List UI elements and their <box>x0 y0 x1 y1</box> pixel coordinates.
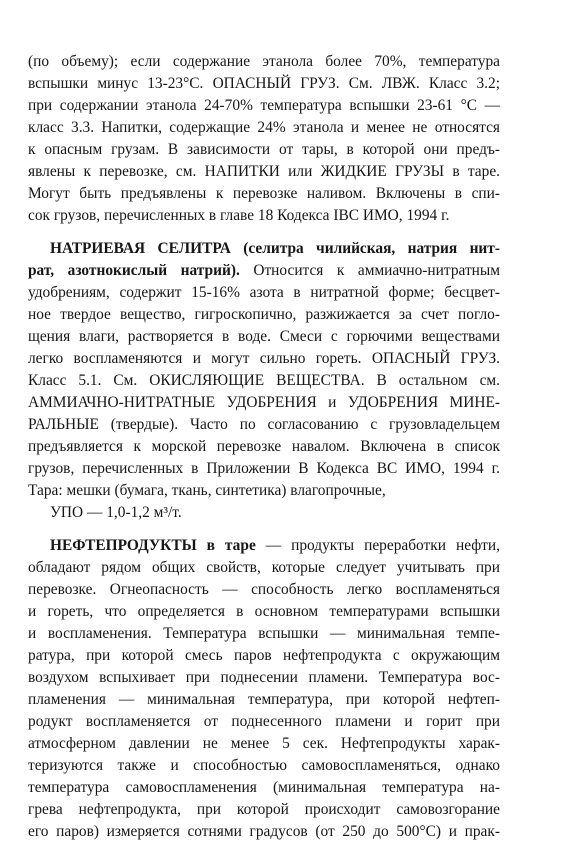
text-line: грева нефтепродукта, при которой происходит самовозгорание <box>28 801 500 818</box>
text-line: сок грузов, перечисленных в главе 18 Кодекса IBC ИМО, 1994 г. <box>28 207 450 224</box>
text-line: воздухом вспыхивает при поднесении пламени. Температура вос- <box>28 669 500 686</box>
text-line: Тара: мешки (бумага, ткань, синтетика) влагопрочные, <box>28 482 386 499</box>
text-line: ратура, при которой смесь паров нефтепродукта с окружающим <box>28 647 500 664</box>
text-line: при содержании этанола 24-70% температура вспышки 23-61 °С — <box>28 97 500 114</box>
text-line: НЕФТЕПРОДУКТЫ в таре — продукты переработки нефти, <box>50 537 500 554</box>
text-line: теризуются также и способностью самовоспламеняться, однако <box>28 757 500 774</box>
text-line: пламенения — минимальная температура, при которой нефтеп- <box>28 691 500 708</box>
text-line: к опасным грузам. В зависимости от тары, в которой они предъ- <box>28 141 500 158</box>
text-line: РАЛЬНЫЕ (твердые). Часто по согласованию с грузовладельцем <box>28 416 500 433</box>
text-line: обладают рядом общих свойств, которые следует учитывать при <box>28 559 500 576</box>
text-line: атмосферном давлении не менее 5 сек. Нефтепродукты харак- <box>28 735 500 752</box>
text-line: класс 3.3. Напитки, содержащие 24% этанола и менее не относятся <box>28 119 500 136</box>
text-line: температура самовоспламенения (минимальная температура на- <box>28 779 500 796</box>
text-line: легко воспламеняются и могут сильно гореть. ОПАСНЫЙ ГРУЗ. <box>28 350 500 367</box>
text-line: рат, азотнокислый натрий). Относится к аммиачно-нитратным <box>28 262 500 279</box>
text-line: УПО — 1,0-1,2 м³/т. <box>50 504 182 521</box>
text-line: предъявляется к морской перевозке навалом. Включена в список <box>28 438 500 455</box>
entry-heading: НЕФТЕПРОДУКТЫ в таре <box>50 537 256 554</box>
text-line: вспышки минус 13-23°С. ОПАСНЫЙ ГРУЗ. См. ЛВЖ. Класс 3.2; <box>28 75 500 92</box>
text-line: удобрениям, содержит 15-16% азота в нитратной форме; бесцвет- <box>28 284 500 301</box>
entry-heading: НАТРИЕВАЯ СЕЛИТРА (селитра чилийская, натрия нит- <box>50 240 500 257</box>
text-line: перевозке. Огнеопасность — способность легко воспламеняться <box>28 581 500 598</box>
text-line: и воспламенения. Температура вспышки — минимальная темпе- <box>28 625 500 642</box>
text-line: родукт воспламеняется от поднесенного пламени и горит при <box>28 713 500 730</box>
text-line: Могут быть предъявлены к перевозке наливом. Включены в спи- <box>28 185 500 202</box>
text-line: Класс 5.1. См. ОКИСЛЯЮЩИЕ ВЕЩЕСТВА. В остальном см. <box>28 372 500 389</box>
text-line: щения влаги, растворяется в воде. Смеси с горючими веществами <box>28 328 500 345</box>
text-line: грузов, перечисленных в Приложении В Кодекса ВС ИМО, 1994 г. <box>28 460 500 477</box>
text-line: АММИАЧНО-НИТРАТНЫЕ УДОБРЕНИЯ и УДОБРЕНИЯ МИНЕ- <box>28 394 500 411</box>
text-line: (по объему); если содержание этанола более 70%, температура <box>28 53 500 70</box>
entry-heading-continued: рат, азотнокислый натрий). <box>28 262 240 279</box>
text-line: его паров) измеряется сотнями градусов (от 250 до 500°С) и прак- <box>28 823 500 840</box>
text-line: ное твердое вещество, гигроскопично, разжижается за счет погло- <box>28 306 500 323</box>
text-line: и гореть, что определяется в основном температурами вспышки <box>28 603 500 620</box>
text-line: явлены к перевозке, см. НАПИТКИ или ЖИДКИЕ ГРУЗЫ в таре. <box>28 163 500 180</box>
